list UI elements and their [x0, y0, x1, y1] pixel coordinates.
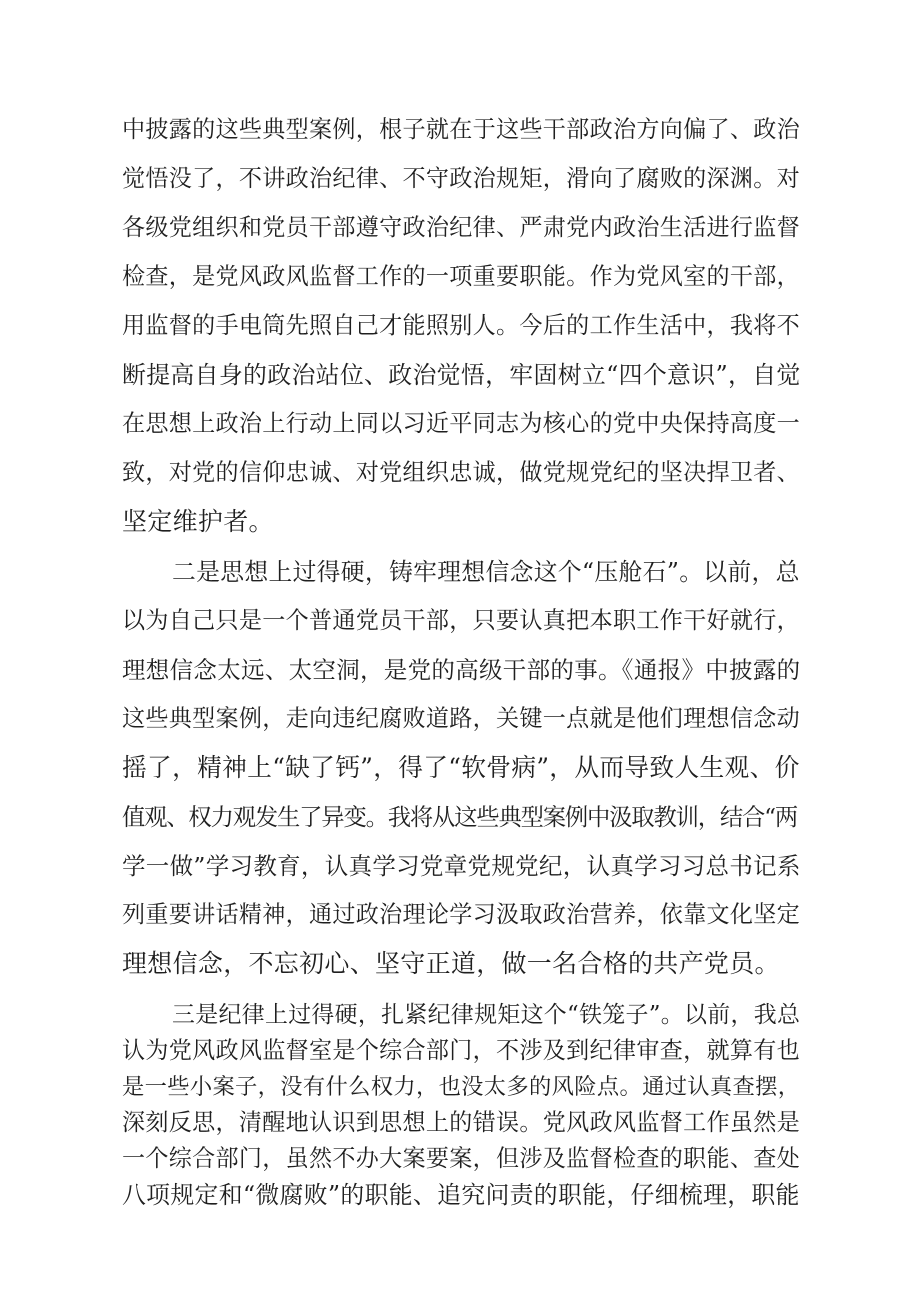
- text-line: 摇了，精神上“缺了钙”，得了“软骨病”，从而导致人生观、价: [122, 753, 800, 782]
- text-line: 是一些小案子，没有什么权力，也没太多的风险点。通过认真查摆，: [122, 1074, 801, 1100]
- text-line: 理想信念，不忘初心、坚守正道，做一名合格的共产党员。: [122, 949, 780, 978]
- text-line: 深刻反思，清醒地认识到思想上的错误。党风政风监督工作虽然是: [122, 1110, 800, 1136]
- text-line: 觉悟没了，不讲政治纪律、不守政治规矩，滑向了腐败的深渊。对: [122, 166, 800, 192]
- text-line: 中披露的这些典型案例，根子就在于这些干部政治方向偏了、政治: [122, 117, 800, 143]
- text-line: 认为党风政风监督室是个综合部门，不涉及到纪律审查，就算有也: [122, 1038, 800, 1064]
- text-line: 理想信念太远、太空洞，是党的高级干部的事。《通报》中披露的: [122, 656, 801, 684]
- text-line: 检查，是党风政风监督工作的一项重要职能。作为党风室的干部，: [122, 264, 800, 290]
- text-line: 断提高自身的政治站位、政治觉悟，牢固树立“四个意识”，自觉: [122, 361, 801, 389]
- text-line: 列重要讲话精神，通过政治理论学习汲取政治营养，依靠文化坚定: [122, 902, 800, 928]
- text-line: 二是思想上过得硬，铸牢理想信念这个“压舱石”。以前，总: [172, 558, 800, 586]
- text-line: 三是纪律上过得硬，扎紧纪律规矩这个“铁笼子”。以前，我总: [172, 1002, 801, 1028]
- text-line: 值观、权力观发生了异变。我将从这些典型案例中汲取教训，结合“两: [122, 803, 798, 831]
- text-line: 一个综合部门，虽然不办大案要案，但涉及监督检查的职能、查处: [122, 1146, 800, 1172]
- text-line: 这些典型案例，走向违纪腐败道路，关键一点就是他们理想信念动: [122, 706, 800, 732]
- text-line: 致，对党的信仰忠诚、对党组织忠诚，做党规党纪的坚决捍卫者、: [122, 460, 800, 486]
- text-line: 各级党组织和党员干部遵守政治纪律、严肃党内政治生活进行监督: [122, 215, 800, 241]
- text-line: 学一做”学习教育，认真学习党章党规党纪，认真学习习总书记系: [122, 852, 801, 880]
- text-line: 用监督的手电筒先照自己才能照别人。今后的工作生活中，我将不: [122, 313, 800, 339]
- text-line: 坚定维护者。: [122, 507, 274, 536]
- text-line: 以为自己只是一个普通党员干部，只要认真把本职工作干好就行，: [122, 608, 800, 634]
- text-line: 在思想上政治上行动上同以习近平同志为核心的党中央保持高度一: [122, 411, 800, 437]
- text-line: 八项规定和“微腐败”的职能、追究问责的职能，仔细梳理，职能: [122, 1181, 800, 1209]
